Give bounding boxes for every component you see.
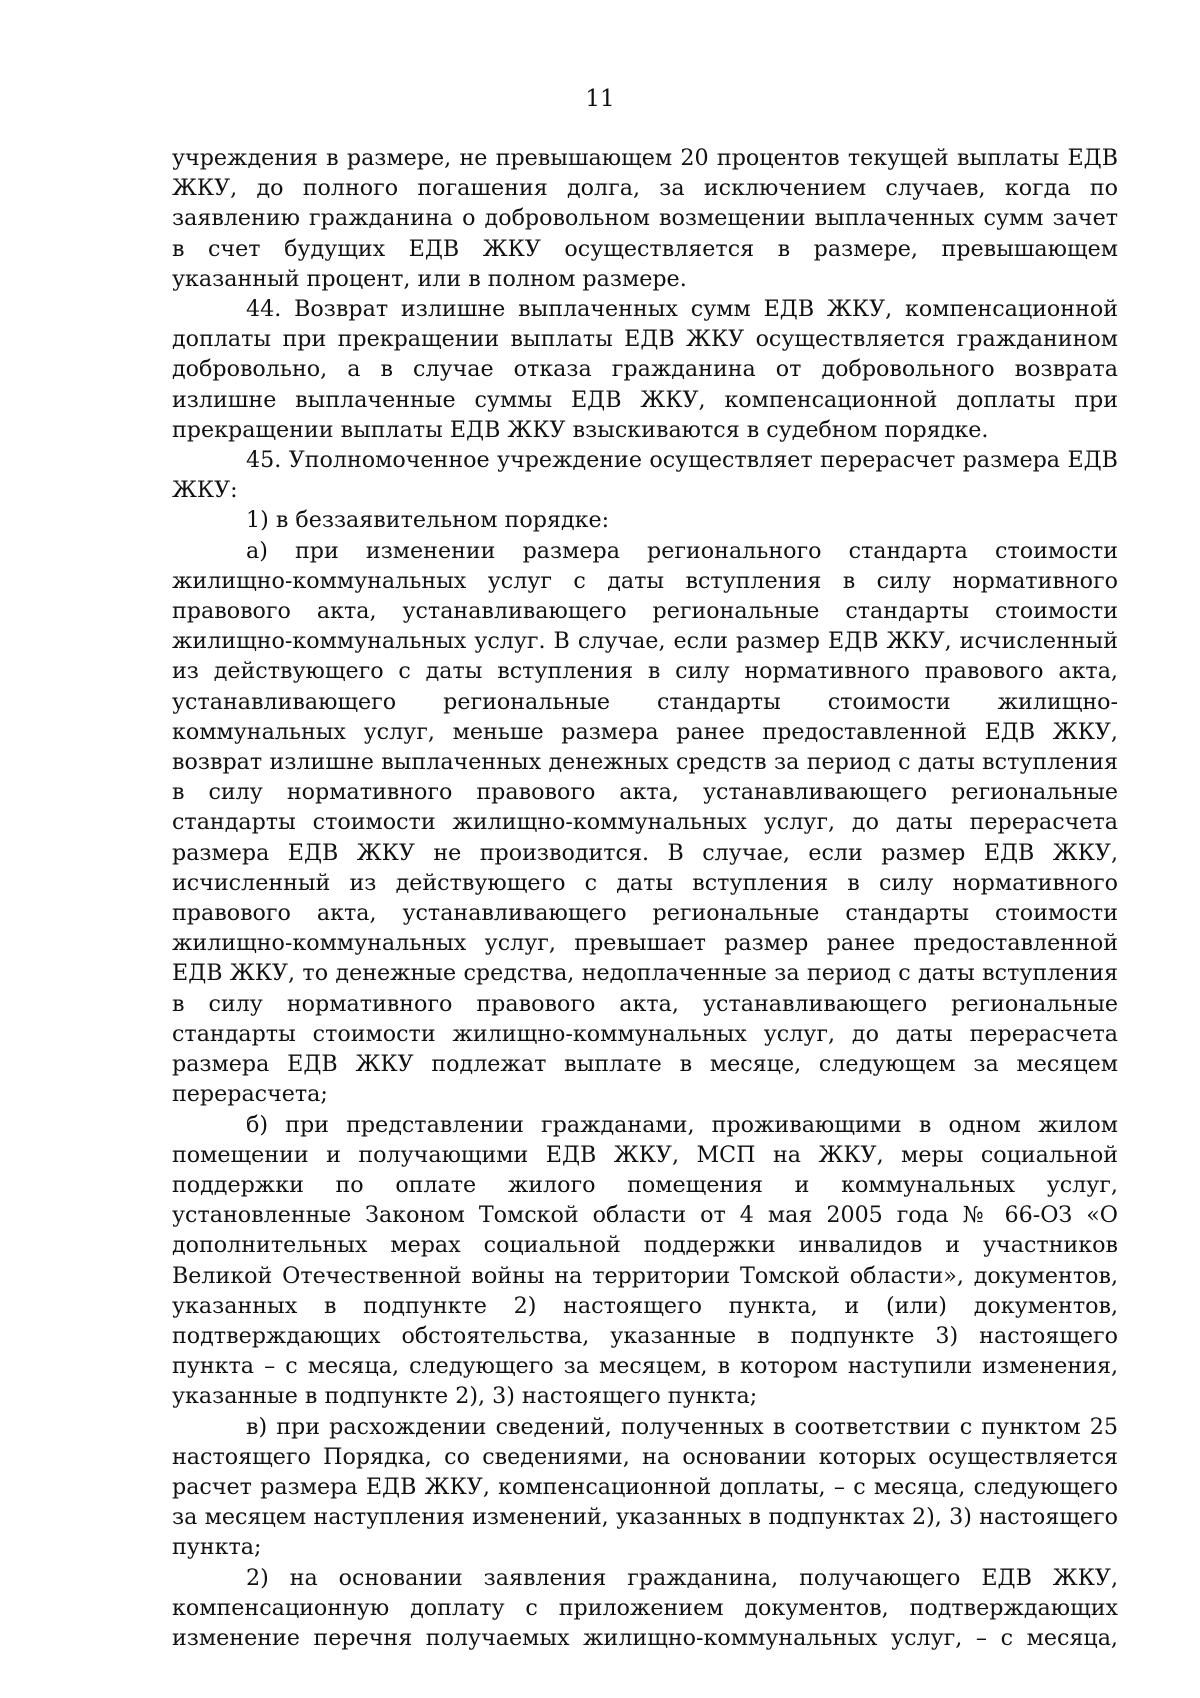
paragraph-45: 45. Уполномоченное учреждение осуществляет перерасчет размера ЕДВ ЖКУ: [172, 447, 1118, 504]
page-number: 11 [585, 86, 615, 112]
subparagraph-1b: б) при представлении гражданами, проживающими в одном жилом помещении и получающими ЕДВ ЖКУ, МСП на ЖКУ, меры социальной поддержки по оплате жилого помещения и коммунальных услуг, установленные Законом Томской области от 4 мая 2005 года № 66-ОЗ «О дополнительных мерах социальной поддержки инвалидов и участников Великой Отечественной войны на территории Томской области», документов, указанных в подпункте 2) настоящего пункта, и (или) документов, подтверждающих обстоятельства, указанные в подпункте 3) настоящего пункта – с месяца, следующего за месяцем, в котором наступили изменения, указанные в подпункте 2), 3) настоящего пункта; [172, 1111, 1118, 1410]
document-body [172, 143, 1118, 1653]
paragraph-continuation: учреждения в размере, не превышающем 20 процентов текущей выплаты ЕДВ ЖКУ, до полного погашения долга, за исключением случаев, когда по заявлению гражданина о добровольном возмещении выплаченных сумм зачет в счет будущих ЕДВ ЖКУ осуществляется в размере, превышающем указанный процент, или в полном размере. [172, 145, 1118, 292]
subparagraph-1v: в) при расхождении сведений, полученных в соответствии с пунктом 25 настоящего Порядка, со сведениями, на основании которых осуществляется расчет размера ЕДВ ЖКУ, компенсационной доплаты, – с месяца, следующего за месяцем наступления изменений, указанных в подпунктах 2), 3) настоящего пункта; [172, 1413, 1118, 1561]
subparagraph-2: 2) на основании заявления гражданина, получающего ЕДВ ЖКУ, компенсационную доплату с приложением документов, подтверждающих изменение перечня получаемых жилищно-коммунальных услуг, – с месяца, [172, 1564, 1118, 1651]
paragraph-44: 44. Возврат излишне выплаченных сумм ЕДВ ЖКУ, компенсационной доплаты при прекращении выплаты ЕДВ ЖКУ осуществляется гражданином добровольно, а в случае отказа гражданина от добровольного возврата излишне выплаченные суммы ЕДВ ЖКУ, компенсационной доплаты при прекращении выплаты ЕДВ ЖКУ взыскиваются в судебном порядке. [172, 296, 1118, 443]
subparagraph-1: 1) в беззаявительном порядке: [246, 507, 610, 534]
subparagraph-1a: а) при изменении размера регионального стандарта стоимости жилищно-коммунальных услуг с даты вступления в силу нормативного правового акта, устанавливающего региональные стандарты стоимости жилищно-коммунальных услуг. В случае, если размер ЕДВ ЖКУ, исчисленный из действующего с даты вступления в силу нормативного правового акта, устанавливающего региональные стандарты стоимости жилищно-коммунальных услуг, меньше размера ранее предоставленной ЕДВ ЖКУ, возврат излишне выплаченных денежных средств за период с даты вступления в силу нормативного правового акта, устанавливающего региональные стандарты стоимости жилищно-коммунальных услуг, до даты перерасчета размера ЕДВ ЖКУ не производится. В случае, если размер ЕДВ ЖКУ, исчисленный из действующего с даты вступления в силу нормативного правового акта, устанавливающего региональные стандарты стоимости жилищно-коммунальных услуг, превышает размер ранее предоставленной ЕДВ ЖКУ, то денежные средства, недоплаченные за период с даты вступления в силу нормативного правового акта, устанавливающего региональные стандарты стоимости жилищно-коммунальных услуг, до даты перерасчета размера ЕДВ ЖКУ подлежат выплате в месяце, следующем за месяцем перерасчета; [172, 537, 1118, 1108]
